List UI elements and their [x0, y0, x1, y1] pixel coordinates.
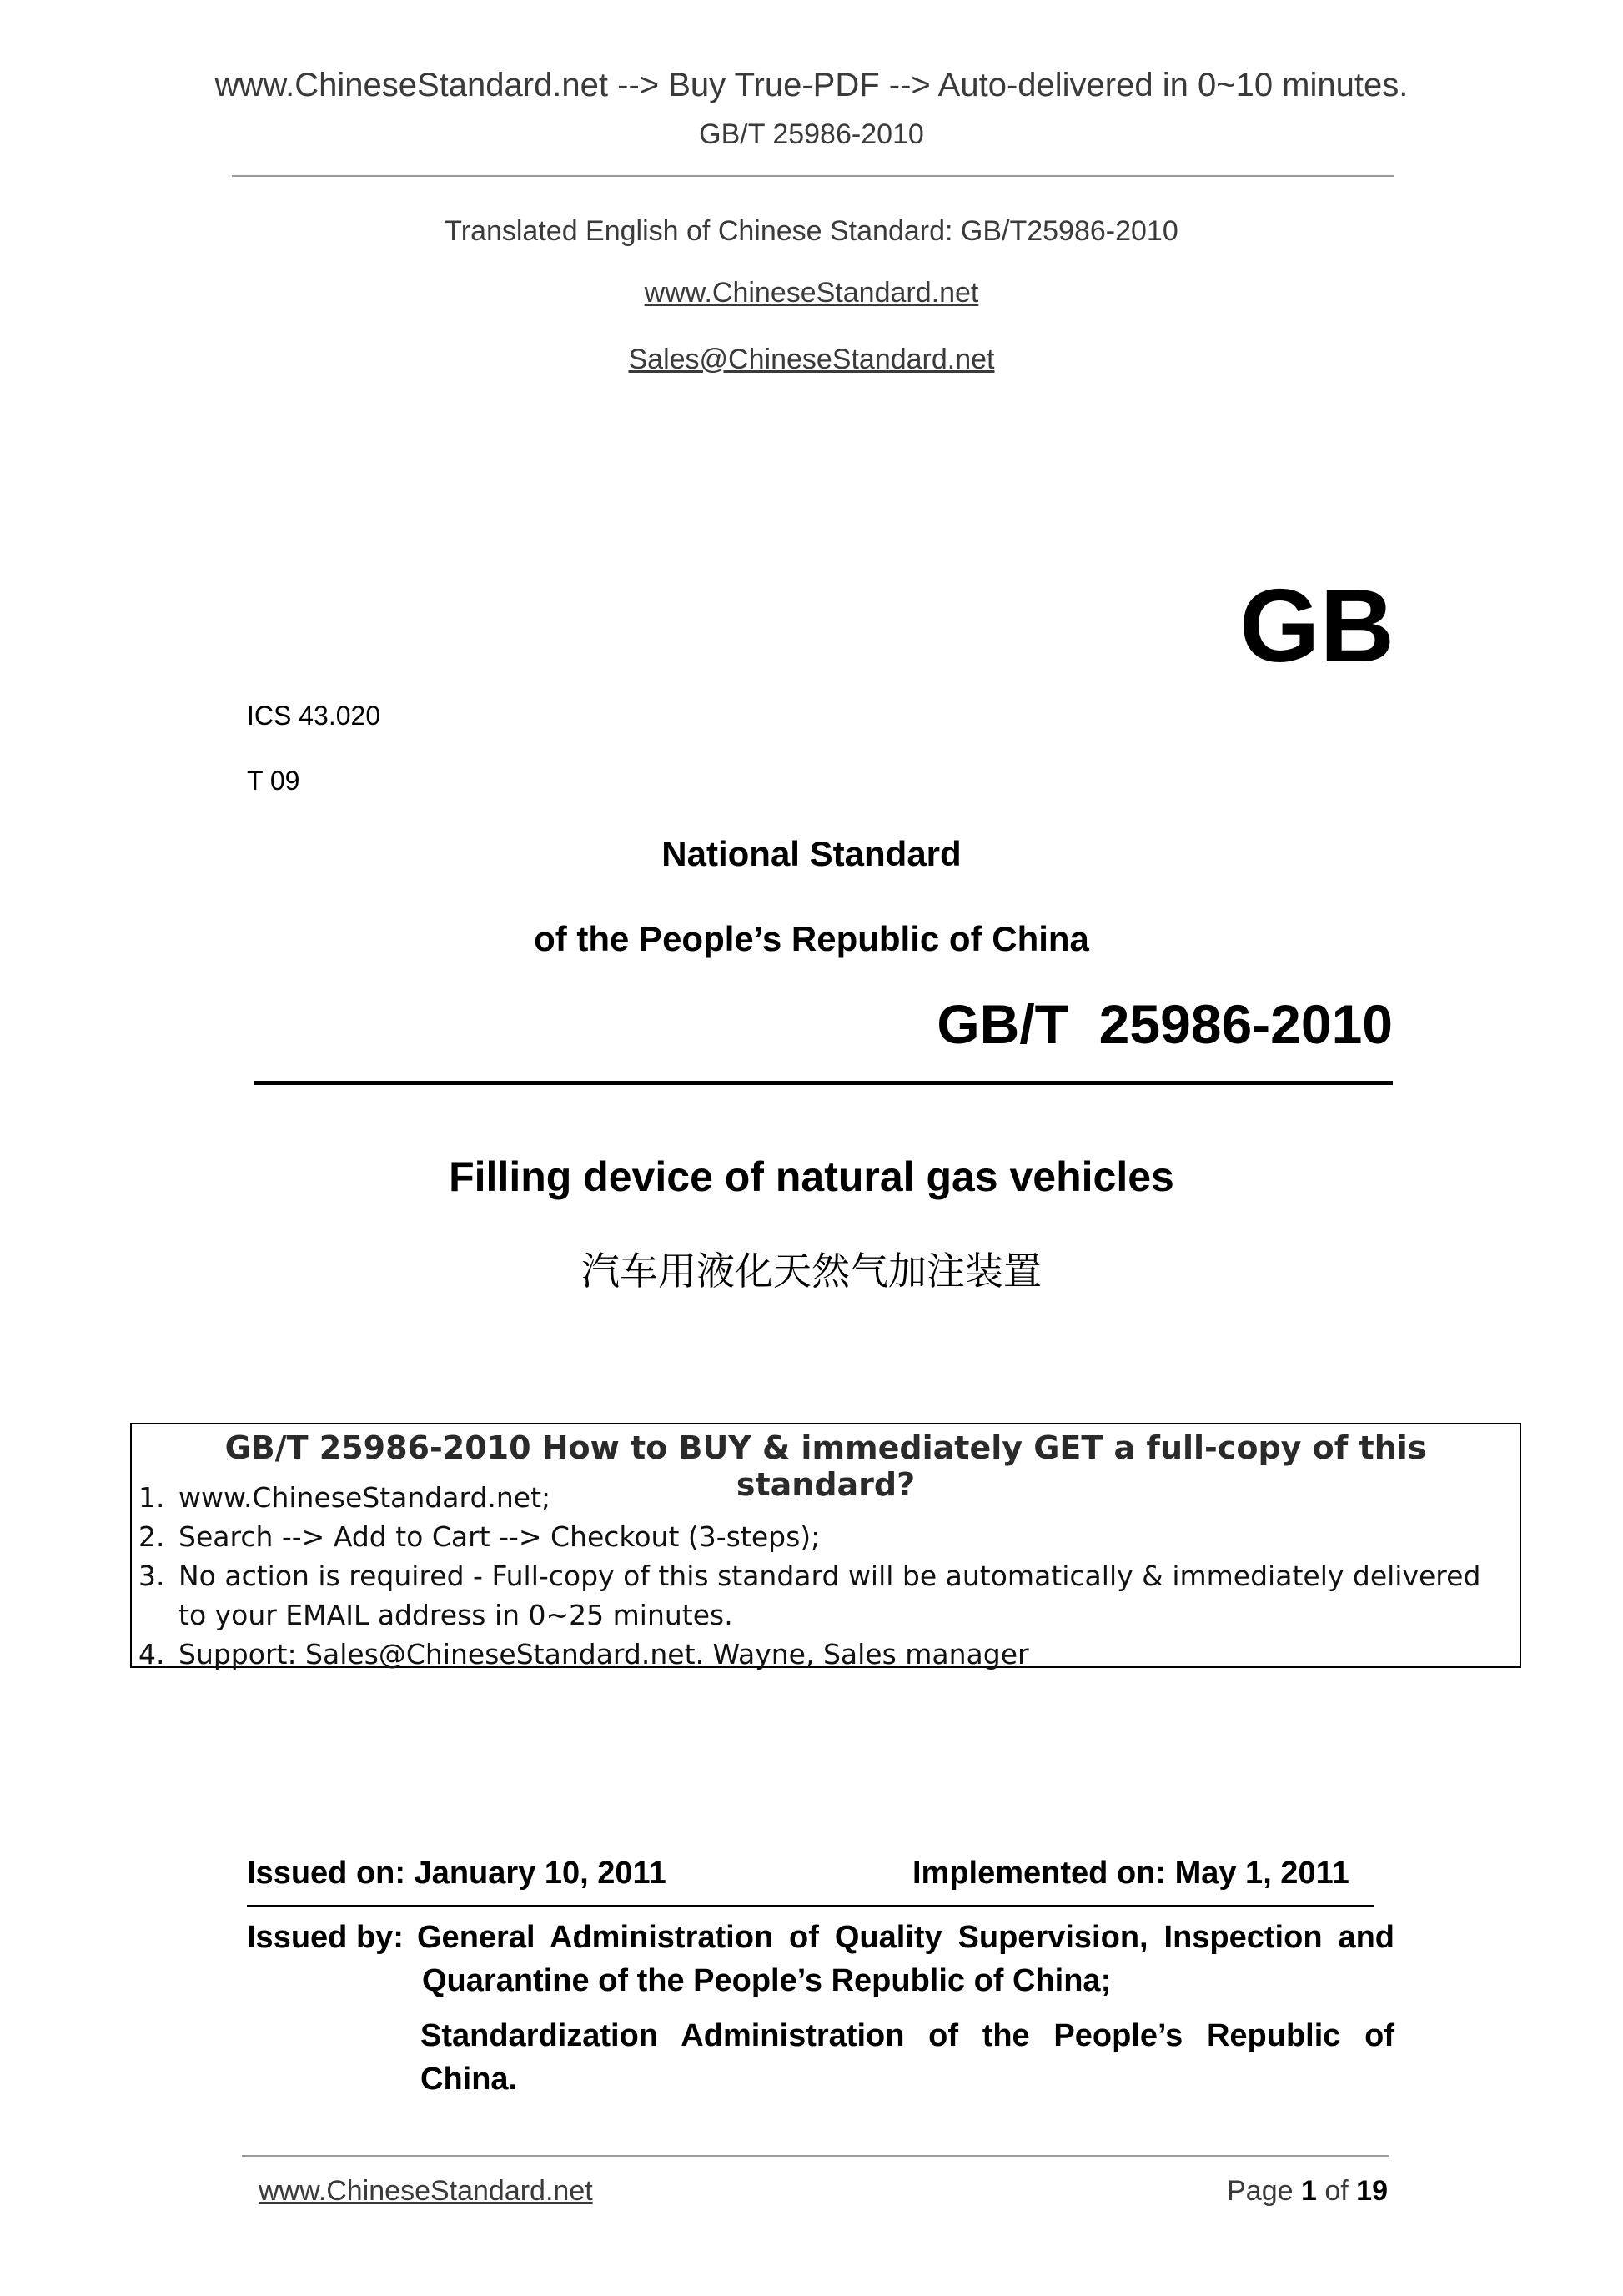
step-text: No action is required - Full-copy of this standard will be automatically & immediately delivered to your EMAIL address in 0~25 minutes. [178, 1560, 1481, 1631]
issuer-line-2: Quarantine of the People’s Republic of China; [422, 1963, 1112, 1998]
title-chinese: 汽车用液化天然气加注装置 [581, 1248, 1042, 1294]
page-total: 19 [1356, 2175, 1388, 2207]
buy-steps-list [138, 1478, 1506, 1674]
step-number: 1. [138, 1481, 165, 1514]
implemented-date: Implemented on: May 1, 2011 [912, 1856, 1349, 1891]
buy-step [138, 1517, 1506, 1556]
issuer-line-3: Standardization Administration of the People’s Republic of [420, 2018, 1394, 2053]
buy-step [138, 1556, 1506, 1635]
step-number: 2. [138, 1520, 165, 1553]
page-current: 1 [1300, 2175, 1317, 2207]
issuer-line-1: General Administration of Quality Supervision, Inspection and [417, 1920, 1394, 1955]
footer-divider [242, 2155, 1389, 2157]
email-link[interactable]: Sales@ChineseStandard.net [628, 344, 995, 375]
header-banner: www.ChineseStandard.net --> Buy True-PDF --> Auto-delivered in 0~10 minutes. [214, 67, 1409, 103]
national-standard-heading: National Standard [661, 834, 962, 873]
header-standard-code: GB/T 25986-2010 [699, 118, 924, 150]
dates-rule [247, 1905, 1374, 1907]
buy-step [138, 1635, 1506, 1674]
step-text[interactable]: www.ChineseStandard.net; [178, 1481, 551, 1514]
t-code: T 09 [247, 766, 300, 796]
page-of: of [1324, 2175, 1349, 2207]
title-english: Filling device of natural gas vehicles [449, 1153, 1174, 1200]
issued-date: Issued on: January 10, 2011 [247, 1856, 666, 1891]
issued-by-label: Issued by: [247, 1920, 404, 1955]
footer-website-link[interactable]: www.ChineseStandard.net [259, 2175, 593, 2207]
step-number: 4. [138, 1638, 165, 1671]
translated-note: Translated English of Chinese Standard: GB/T25986-2010 [445, 215, 1178, 247]
ics-code: ICS 43.020 [247, 701, 381, 731]
page-indicator [1084, 2175, 1388, 2208]
step-number: 3. [138, 1560, 165, 1592]
header-divider [232, 175, 1394, 177]
step-text: Support: Sales@ChineseStandard.net. Wayne, Sales manager [178, 1638, 1029, 1671]
step-text: Search --> Add to Cart --> Checkout (3-steps); [178, 1520, 821, 1553]
standard-number: GB/T 25986-2010 [937, 993, 1393, 1055]
website-link[interactable]: www.ChineseStandard.net [644, 277, 979, 309]
national-standard-subheading: of the People’s Republic of China [534, 919, 1089, 958]
buy-step [138, 1478, 1506, 1517]
standard-number-rule [254, 1081, 1393, 1085]
gb-mark: GB [1239, 569, 1394, 684]
page-word: Page [1227, 2175, 1294, 2207]
issuer-line-4: China. [420, 2062, 518, 2097]
buy-instructions-box [130, 1423, 1521, 1671]
buy-box-title: GB/T 25986-2010 How to BUY & immediately GET a full-copy of this standard? [224, 1429, 1427, 1503]
